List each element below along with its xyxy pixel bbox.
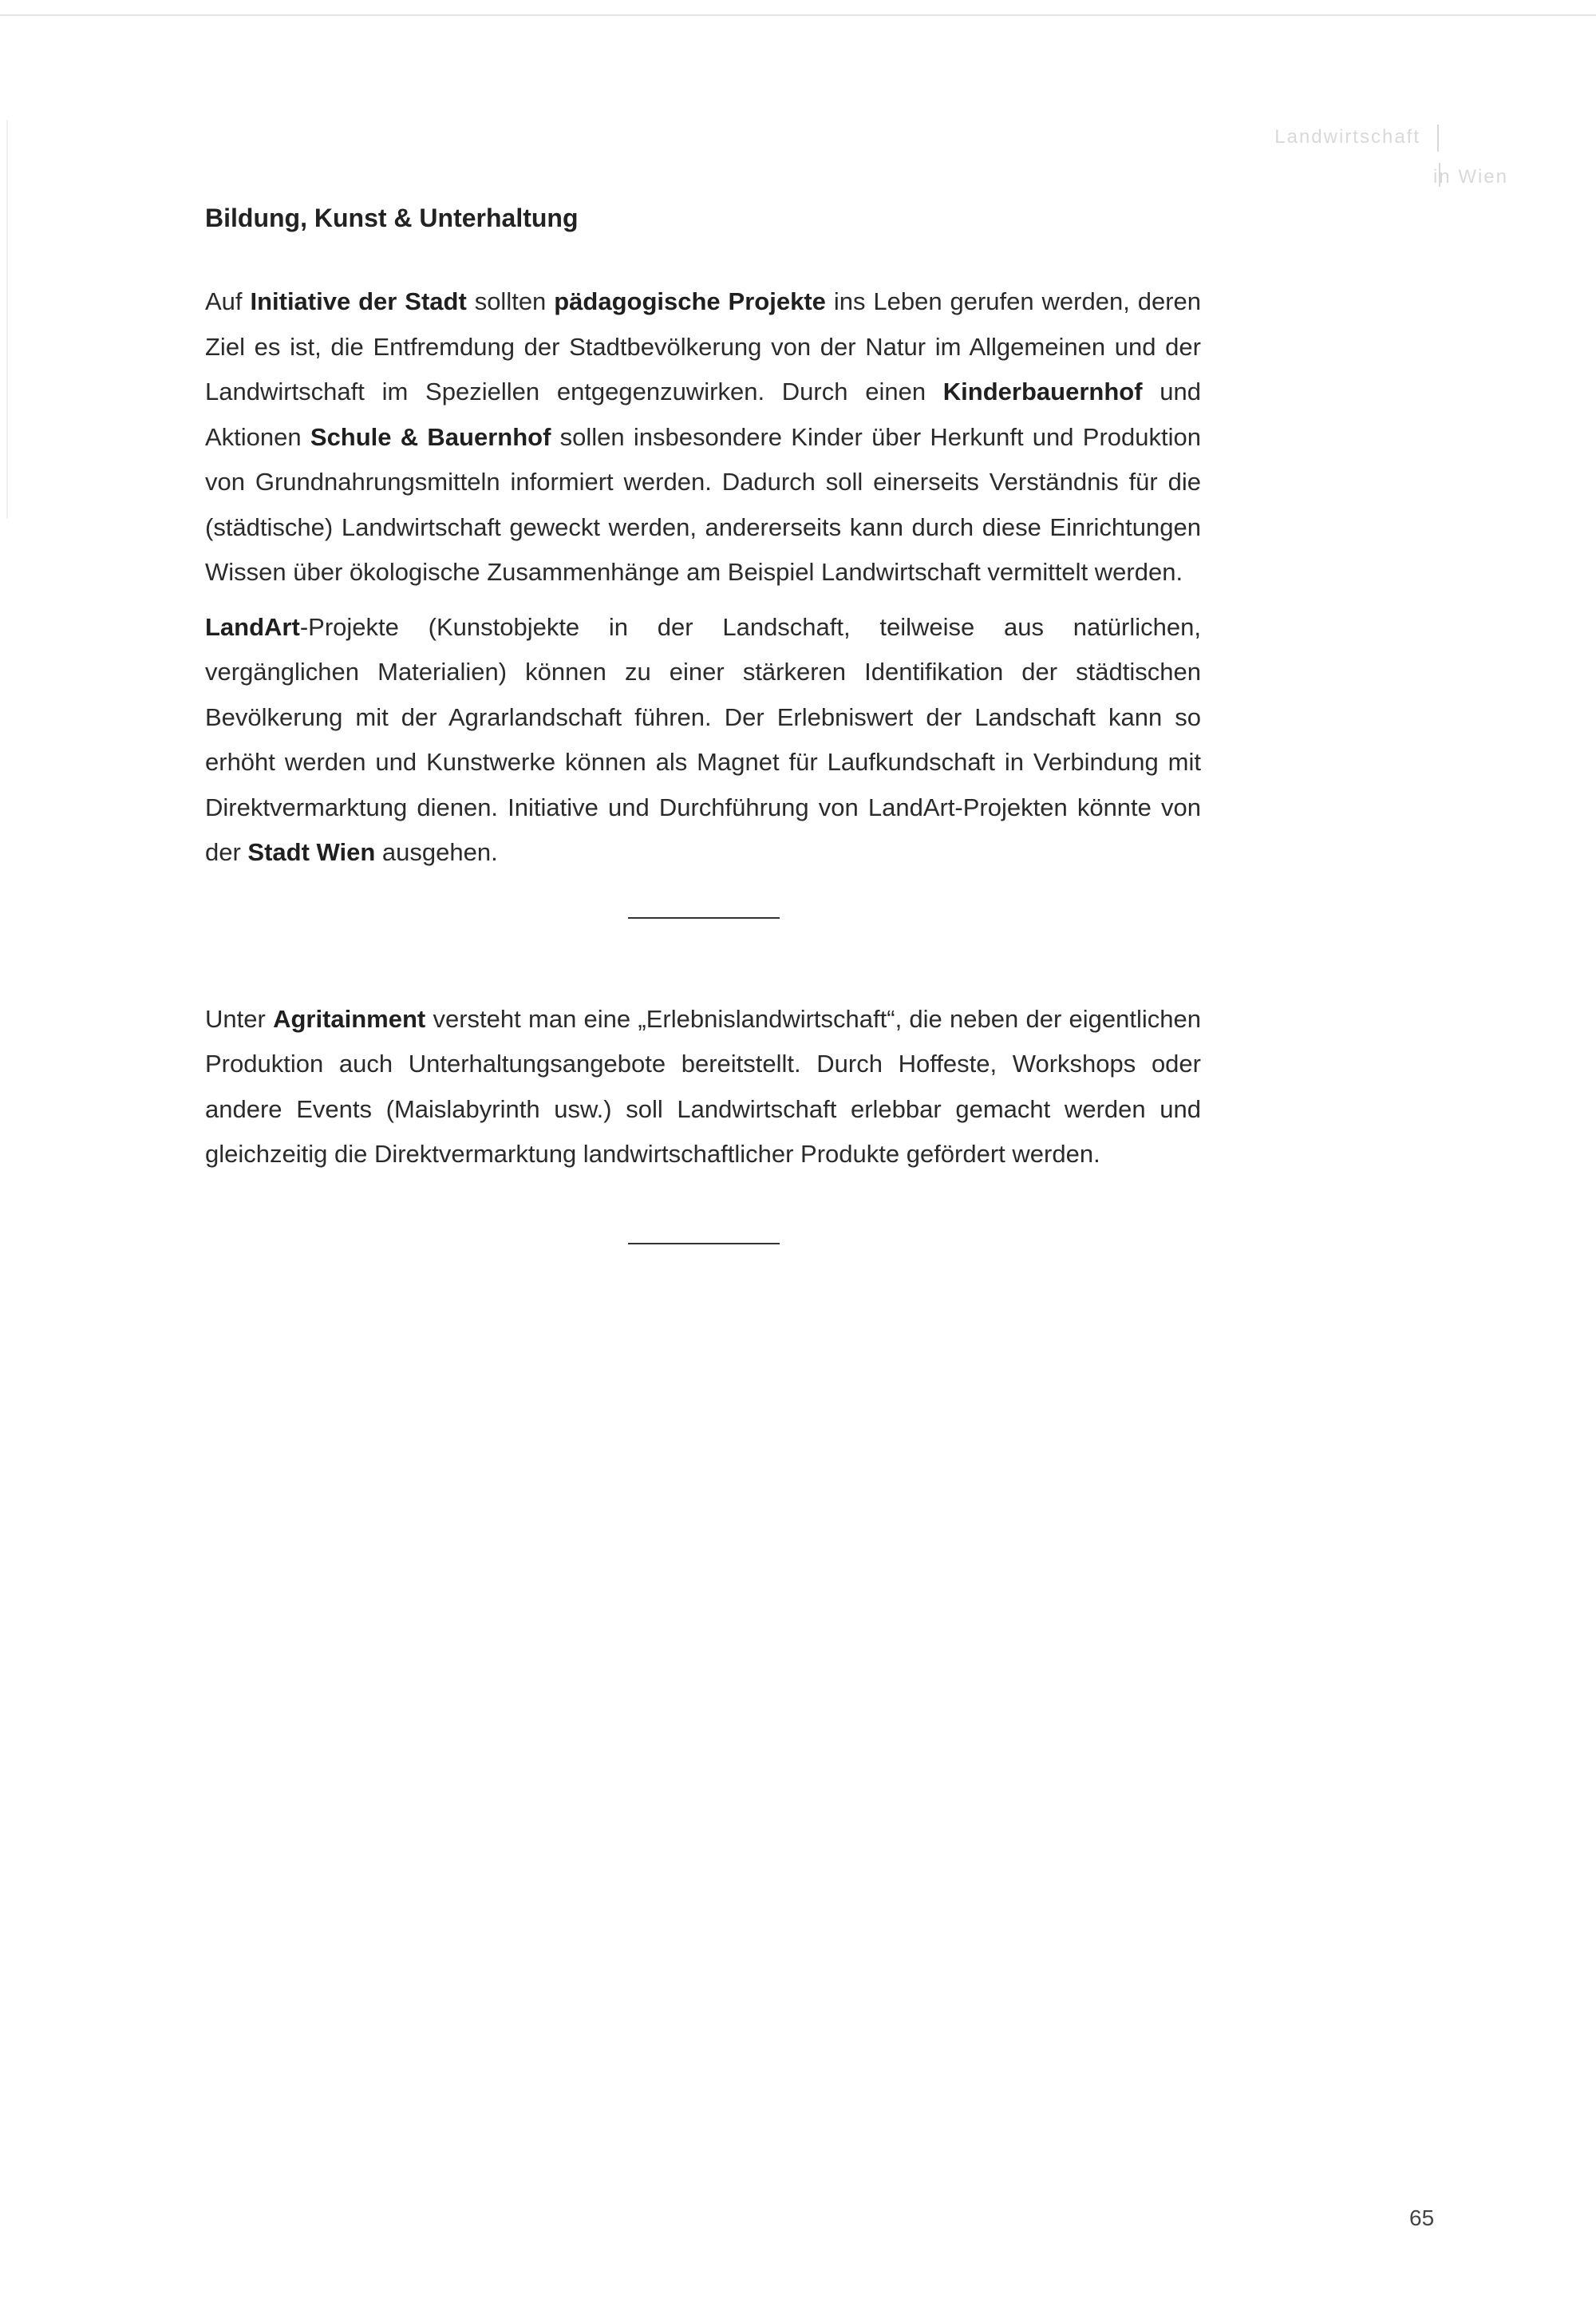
section-title: Bildung, Kunst & Unterhaltung: [205, 204, 579, 232]
bold-run: Agritainment: [273, 1004, 426, 1033]
text-run: sollten: [466, 287, 555, 315]
text-run: ins Leben gerufen werden, deren Ziel es ist, die Entfremdung der Stadtbevölkerung von der Natur im Allgemeinen und der Landwirtschaft im Speziellen entgegenzuwirken. Durch einen: [205, 287, 1201, 405]
running-header-line1: Landwirtschaft: [1274, 126, 1420, 148]
running-header-line2: in Wien: [1432, 166, 1508, 188]
page-content: [205, 198, 1201, 1244]
bold-run: Initiative der Stadt: [250, 287, 467, 315]
page-number: 65: [1409, 2205, 1435, 2230]
section-divider: [628, 1243, 780, 1244]
scan-edge-top: [0, 14, 1596, 16]
bold-run: pädagogische Projekte: [554, 287, 826, 315]
text-run: ausgehen.: [375, 838, 498, 866]
running-header: [1261, 120, 1596, 192]
bold-run: Schule & Bauernhof: [310, 422, 551, 451]
section-divider: [628, 917, 780, 919]
paragraph-landart: [205, 605, 1201, 876]
text-run: sollen insbesondere Kinder über Herkunft und Produktion von Grundnahrungsmitteln informiert werden. Dadurch soll einerseits Verständnis für die (städtische) Landwirtschaft geweckt werden, andererseits kann durch diese Einrichtungen Wissen über ökologische Zusammenhänge am Beispiel Landwirtschaft vermittelt werden.: [205, 422, 1201, 586]
bold-run: Kinderbauernhof: [942, 378, 1143, 405]
text-run: und Aktionen: [205, 378, 1201, 451]
text-run: -Projekte (Kunstobjekte in der Landschaft, teilweise aus natürlichen, vergänglichen Materialien) können zu einer stärkeren Identifikation der städtischen Bevölkerung mit der Agrarlandschaft führen. Der Erlebniswert der Landschaft kann so erhöht werden und Kunstwerke können als Magnet für Laufkundschaft in Verbindung mit Direktvermarktung dienen. Initiative und Durchführung von LandArt-Projekten könnte von der: [205, 612, 1201, 866]
text-run: Auf: [205, 287, 251, 315]
text-run: Unter: [205, 1004, 274, 1033]
paragraph-agritainment: [205, 997, 1201, 1177]
bold-run: Stadt Wien: [247, 838, 376, 866]
paragraph-paedagogische-projekte: [205, 279, 1201, 595]
running-header-rule: [1437, 125, 1439, 152]
bold-run: LandArt: [205, 612, 300, 641]
scan-edge-left: [6, 120, 8, 519]
text-run: versteht man eine „Erlebnislandwirtschaft“, die neben der eigentlichen Produktion auch Unterhaltungsangebote bereitstellt. Durch Hoffeste, Workshops oder andere Events (Maislabyrinth usw.) soll Landwirtschaft erlebbar gemacht werden und gleichzeitig die Direktvermarktung landwirtschaftlicher Produkte gefördert werden.: [205, 1004, 1201, 1168]
